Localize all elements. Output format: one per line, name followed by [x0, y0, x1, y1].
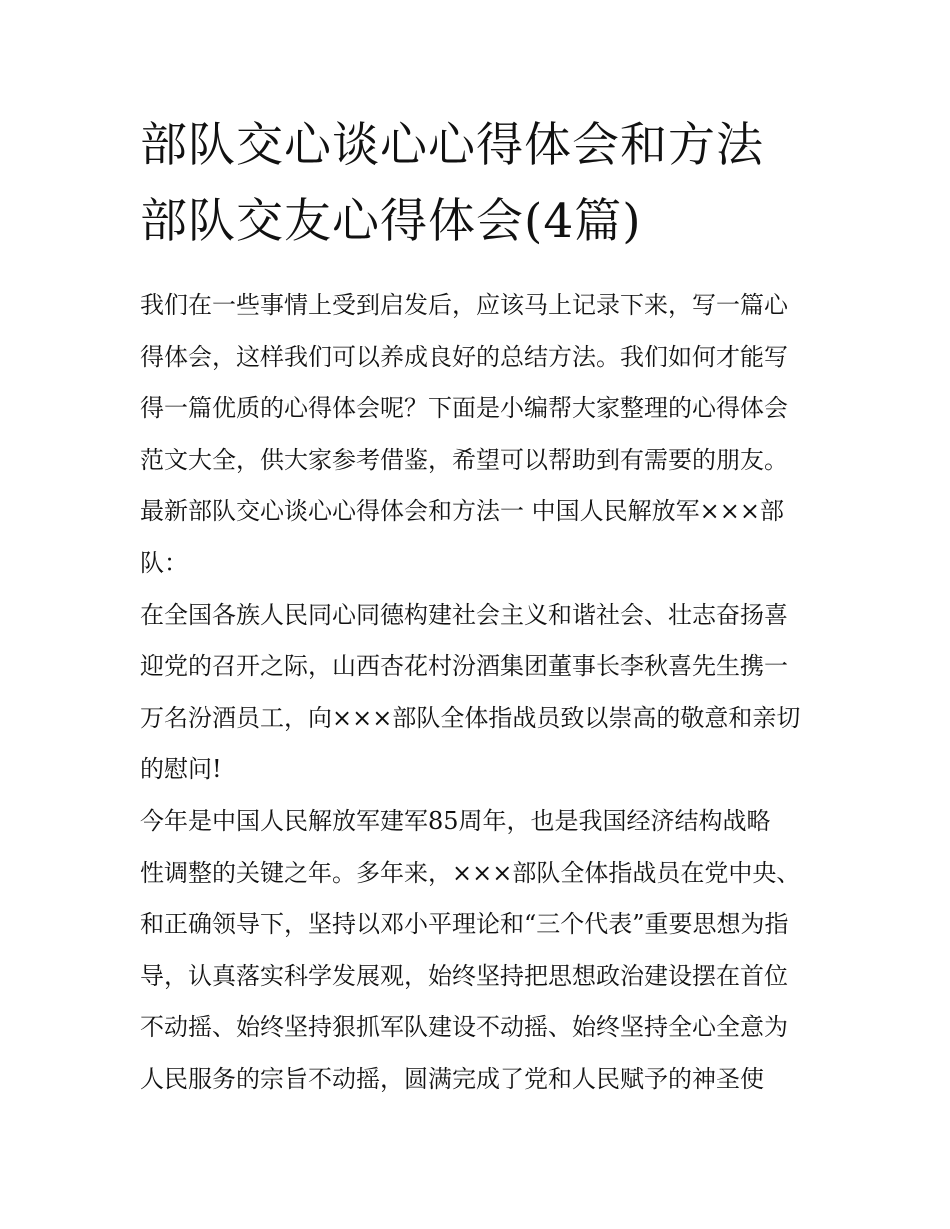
title-line: 部队交心谈心心得体会和方法	[140, 118, 764, 173]
body-line: 导，认真落实科学发展观，始终坚持把思想政治建设摆在首位	[140, 961, 788, 990]
body-line: 得一篇优质的心得体会呢？下面是小编帮大家整理的心得体会	[140, 394, 788, 423]
body-line: 的慰问!	[140, 755, 222, 784]
body-line: 和正确领导下，坚持以邓小平理论和“三个代表”重要思想为指	[140, 910, 789, 939]
document-body	[140, 280, 820, 1106]
body-line: 万名汾酒员工，向×××部队全体指战员致以崇高的敬意和亲切	[140, 703, 801, 732]
body-line: 性调整的关键之年。多年来，×××部队全体指战员在党中央、	[140, 858, 801, 887]
document-title	[140, 108, 820, 260]
body-line: 队：	[140, 548, 188, 577]
body-line: 范文大全，供大家参考借鉴，希望可以帮助到有需要的朋友。	[140, 445, 788, 474]
body-line: 得体会，这样我们可以养成良好的总结方法。我们如何才能写	[140, 342, 788, 371]
body-line: 人民服务的宗旨不动摇，圆满完成了党和人民赋予的神圣使	[140, 1064, 764, 1093]
body-line: 最新部队交心谈心心得体会和方法一 中国人民解放军×××部	[140, 497, 784, 526]
body-line: 今年是中国人民解放军建军85周年，也是我国经济结构战略	[140, 806, 771, 835]
body-line: 不动摇、始终坚持狠抓军队建设不动摇、始终坚持全心全意为	[140, 1013, 788, 1042]
title-line: 部队交友心得体会(4篇)	[140, 194, 642, 249]
body-line: 在全国各族人民同心同德构建社会主义和谐社会、壮志奋扬喜	[140, 600, 788, 629]
document-content	[140, 108, 820, 1106]
body-line: 迎党的召开之际，山西杏花村汾酒集团董事长李秋喜先生携一	[140, 652, 788, 681]
body-line: 我们在一些事情上受到启发后，应该马上记录下来，写一篇心	[140, 291, 788, 319]
